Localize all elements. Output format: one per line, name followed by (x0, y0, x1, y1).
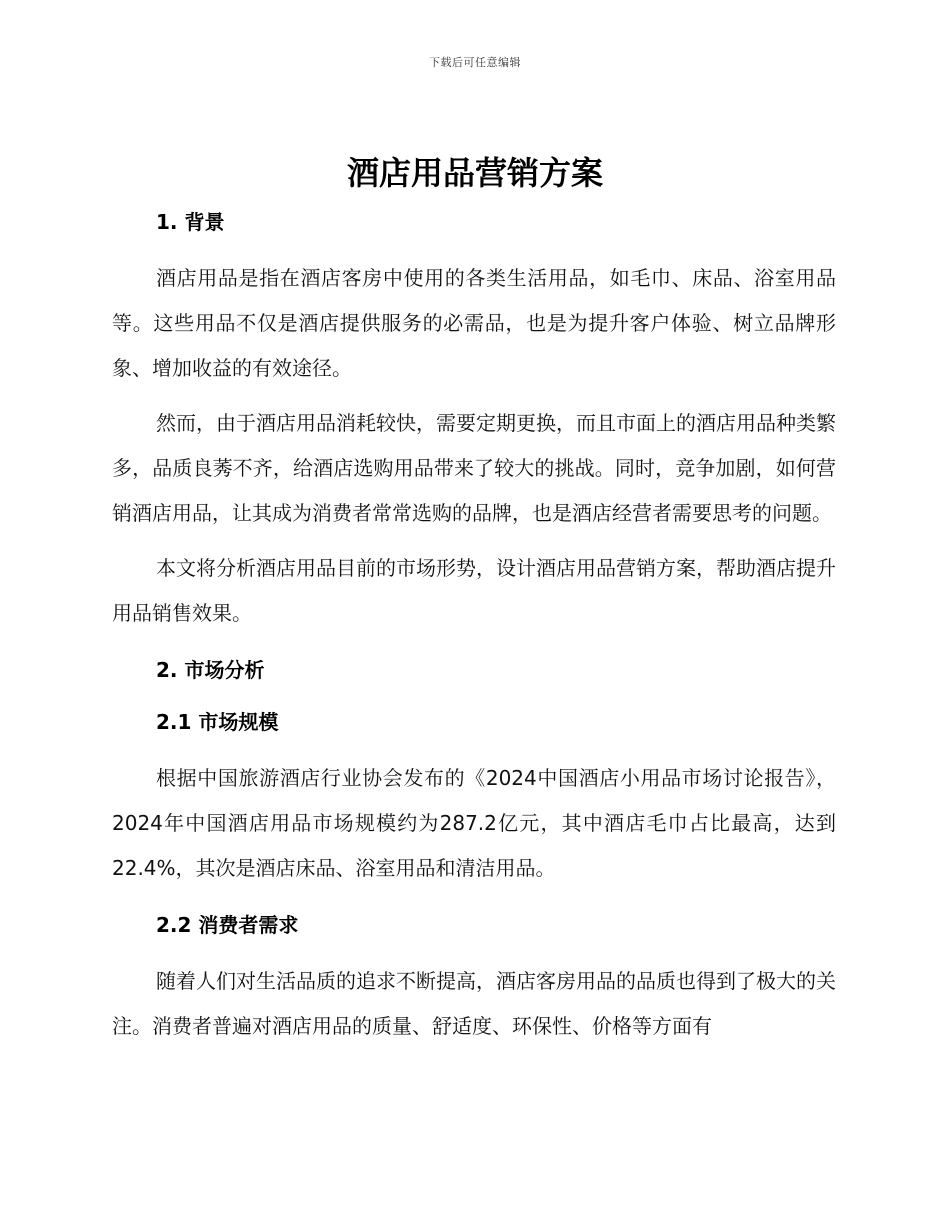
paragraph: 本文将分析酒店用品目前的市场形势，设计酒店用品营销方案，帮助酒店提升用品销售效果。 (112, 556, 836, 625)
page-header-note: 下载后可任意编辑 (429, 56, 521, 69)
section-heading-background: 1. 背景 (156, 210, 225, 234)
paragraph: 根据中国旅游酒店行业协会发布的《2024中国酒店小用品市场讨论报告》，2024年中国酒店用品市场规模约为287.2亿元，其中酒店毛巾占比最高，达到22.4%，其次是酒店床品、浴室用品和清洁用品。 (112, 766, 836, 880)
section-heading-consumer-demand: 2.2 消费者需求 (156, 913, 299, 937)
paragraph: 酒店用品是指在酒店客房中使用的各类生活用品，如毛巾、床品、浴室用品等。这些用品不仅是酒店提供服务的必需品，也是为提升客户体验、树立品牌形象、增加收益的有效途径。 (112, 266, 836, 380)
paragraph: 然而，由于酒店用品消耗较快，需要定期更换，而且市面上的酒店用品种类繁多，品质良莠不齐，给酒店选购用品带来了较大的挑战。同时，竞争加剧，如何营销酒店用品，让其成为消费者常常选购的品牌，也是酒店经营者需要思考的问题。 (112, 411, 836, 525)
paragraph: 随着人们对生活品质的追求不断提高，酒店客房用品的品质也得到了极大的关注。消费者普遍对酒店用品的质量、舒适度、环保性、价格等方面有 (112, 969, 836, 1038)
section-heading-market-size: 2.1 市场规模 (156, 710, 279, 734)
document-body (112, 204, 836, 1049)
section-heading-market-analysis: 2. 市场分析 (156, 658, 265, 682)
document-title: 酒店用品营销方案 (346, 154, 603, 192)
